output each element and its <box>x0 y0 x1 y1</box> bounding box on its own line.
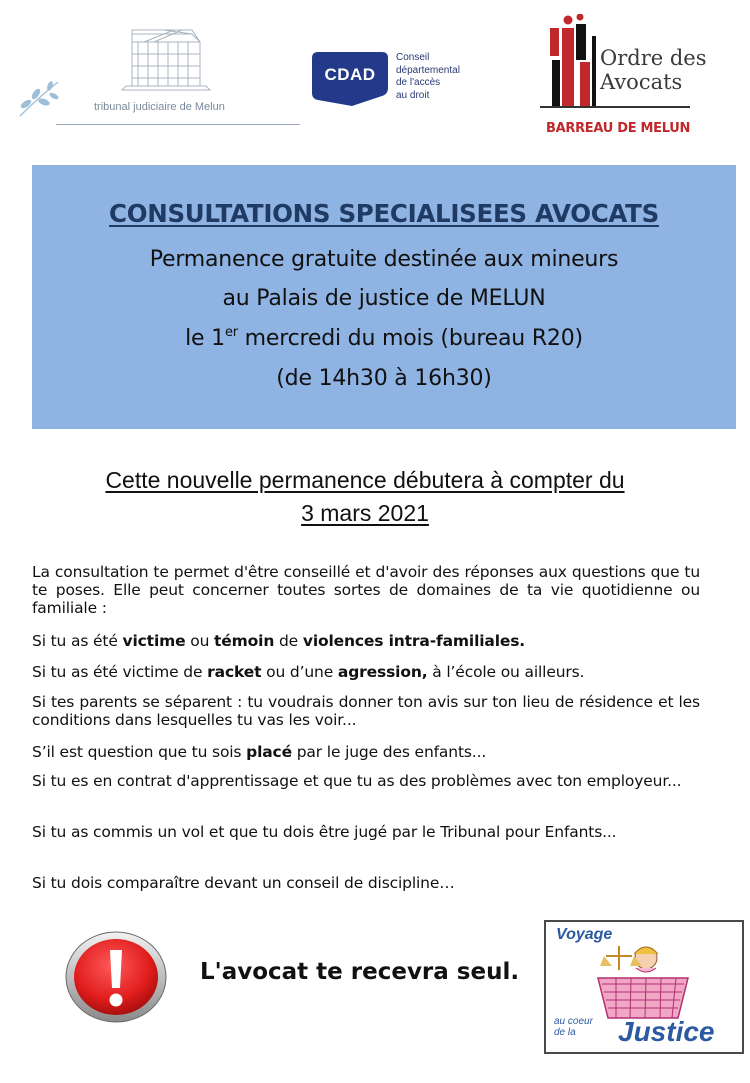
situation-placement: S’il est question que tu sois placé par le juge des enfants... <box>32 743 487 761</box>
cdad-desc-line: départemental <box>396 64 460 76</box>
footer-message: L'avocat te recevra seul. <box>200 959 520 985</box>
situation-racket: Si tu as été victime de racket ou d’une agression, à l’école ou ailleurs. <box>32 663 585 681</box>
cdad-description <box>396 52 460 102</box>
announcement-line-1: Cette nouvelle permanence débutera à compter du <box>105 467 625 493</box>
info-banner <box>32 165 736 429</box>
cdad-desc-line: au droit <box>396 89 430 101</box>
tribunal-name: tribunal judiciaire de Melun <box>94 101 225 113</box>
ordre-title <box>600 46 707 94</box>
cdad-desc-line: de l'accès <box>396 77 441 88</box>
banner-line-hours: (de 14h30 à 16h30) <box>276 366 492 391</box>
leaf-sprig-icon <box>19 80 59 116</box>
banner-line-audience: Permanence gratuite destinée aux mineurs <box>149 247 619 272</box>
voyage-word: Voyage <box>556 926 613 943</box>
ordre-title-line: Avocats <box>600 70 683 94</box>
schedule-superscript: er <box>224 325 238 340</box>
barreau-label: BARREAU DE MELUN <box>546 121 691 136</box>
justice-word: Justice <box>618 1016 715 1047</box>
voyage-justice-logo <box>544 920 744 1054</box>
announcement-date: 3 mars 2021 <box>301 500 429 526</box>
tribunal-judiciaire-logo <box>14 24 290 130</box>
intro-paragraph: La consultation te permet d'être conseillé et d'avoir des réponses aux questions que tu te poses. Elle peut concerner toutes sortes de domaines de ta vie quotidienne ou familiale : <box>32 563 700 617</box>
situation-discipline: Si tu dois comparaître devant un conseil de discipline… <box>32 874 455 892</box>
situation-violence: Si tu as été victime ou témoin de violences intra-familiales. <box>32 632 526 650</box>
voyage-mid-line: de la <box>554 1027 576 1038</box>
banner-line-schedule <box>32 325 736 351</box>
cdad-desc-line: Conseil <box>396 52 430 63</box>
banner-line-location: au Palais de justice de MELUN <box>222 286 546 311</box>
situation-separation: Si tes parents se séparent : tu voudrais donner ton avis sur ton lieu de résidence et les conditions dans lesquelles tu vas les voir... <box>32 693 700 729</box>
schedule-text-start: le 1 <box>185 326 225 351</box>
ordre-title-line: Ordre des <box>600 46 707 70</box>
voyage-mid-text <box>554 1016 593 1038</box>
cdad-logo <box>312 50 482 112</box>
banner-title: CONSULTATIONS SPECIALISEES AVOCATS <box>109 199 659 228</box>
exclamation-alert-icon <box>64 930 168 1024</box>
ordre-des-avocats-logo <box>536 14 707 144</box>
situation-apprenticeship: Si tu es en contrat d'apprentissage et que tu as des problèmes avec ton employeur... <box>32 772 682 790</box>
voyage-mid-line: au coeur <box>554 1016 593 1027</box>
tribunal-underline <box>56 124 300 125</box>
tribunal-building-icon <box>14 24 290 130</box>
situation-theft: Si tu as commis un vol et que tu dois être jugé par le Tribunal pour Enfants... <box>32 823 617 841</box>
schedule-text-end: mercredi du mois (bureau R20) <box>237 326 583 351</box>
cdad-badge-label: CDAD <box>324 65 376 84</box>
